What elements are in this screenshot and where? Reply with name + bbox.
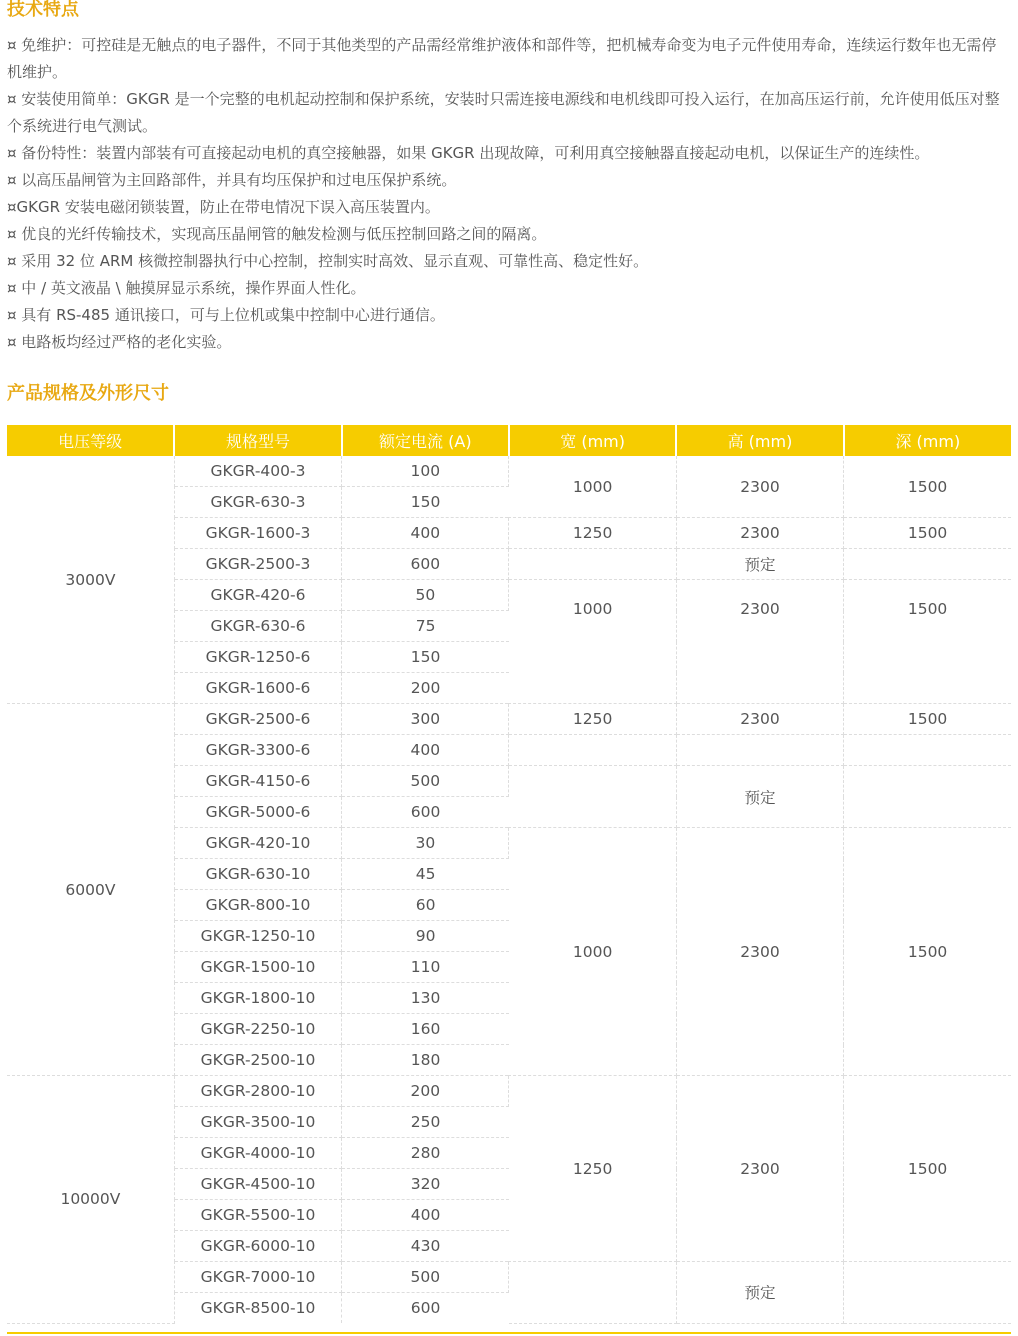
width-cell [509,735,676,766]
model-cell: GKGR-5500-10 [174,1200,341,1231]
width-cell: 1000 [509,456,676,518]
model-cell: GKGR-2250-10 [174,1014,341,1045]
height-cell: 2300 [676,580,843,704]
spec-table [7,425,1011,1324]
feature-item: ¤ 具有 RS-485 通讯接口，可与上位机或集中控制中心进行通信。 [7,306,445,324]
feature-item: ¤ 免维护：可控硅是无触点的电子器件，不同于其他类型的产品需经常维护液体和部件等，把机械寿命变为电子元件使用寿命，连续运行数年也无需停机维护。 [7,36,997,81]
current-cell: 430 [342,1231,509,1262]
depth-cell [844,735,1011,766]
model-cell: GKGR-1250-6 [174,642,341,673]
current-cell: 200 [342,673,509,704]
voltage-cell: 3000V [7,456,174,704]
model-cell: GKGR-4150-6 [174,766,341,797]
model-cell: GKGR-8500-10 [174,1293,341,1324]
voltage-cell: 6000V [7,704,174,1076]
depth-cell [844,766,1011,828]
model-cell: GKGR-2500-10 [174,1045,341,1076]
feature-item: ¤ 电路板均经过严格的老化实验。 [7,333,232,351]
depth-cell: 1500 [844,704,1011,735]
model-cell: GKGR-420-10 [174,828,341,859]
current-cell: 320 [342,1169,509,1200]
current-cell: 100 [342,456,509,487]
model-cell: GKGR-400-3 [174,456,341,487]
model-cell: GKGR-2500-3 [174,549,341,580]
current-cell: 150 [342,487,509,518]
model-cell: GKGR-4500-10 [174,1169,341,1200]
model-cell: GKGR-4000-10 [174,1138,341,1169]
height-cell [676,735,843,766]
table-header-row [7,425,1011,456]
feature-item: ¤ 采用 32 位 ARM 核微控制器执行中心控制，控制实时高效、显示直观、可靠性高、稳定性好。 [7,252,649,270]
model-cell: GKGR-1600-3 [174,518,341,549]
current-cell: 400 [342,735,509,766]
width-cell: 1250 [509,518,676,549]
header-height: 高 (mm) [676,425,843,456]
depth-cell: 1500 [844,1076,1011,1262]
features-title: 技术特点 [7,0,79,20]
model-cell: GKGR-3500-10 [174,1107,341,1138]
current-cell: 400 [342,1200,509,1231]
current-cell: 180 [342,1045,509,1076]
model-cell: GKGR-800-10 [174,890,341,921]
depth-cell: 1500 [844,518,1011,549]
model-cell: GKGR-1250-10 [174,921,341,952]
depth-cell [844,549,1011,580]
spec-title: 产品规格及外形尺寸 [7,383,169,404]
current-cell: 45 [342,859,509,890]
feature-item: ¤ 备份特性：装置内部装有可直接起动电机的真空接触器，如果 GKGR 出现故障，可利用真空接触器直接起动电机，以保证生产的连续性。 [7,144,930,162]
current-cell: 75 [342,611,509,642]
current-cell: 130 [342,983,509,1014]
model-cell: GKGR-1800-10 [174,983,341,1014]
feature-list [7,32,1011,356]
current-cell: 250 [342,1107,509,1138]
feature-item: ¤ 优良的光纤传输技术，实现高压晶闸管的触发检测与低压控制回路之间的隔离。 [7,225,547,243]
width-cell [509,766,676,828]
header-current: 额定电流 (A) [342,425,509,456]
height-cell: 2300 [676,1076,843,1262]
width-cell: 1000 [509,828,676,1076]
height-cell: 2300 [676,704,843,735]
model-cell: GKGR-2500-6 [174,704,341,735]
current-cell: 160 [342,1014,509,1045]
current-cell: 300 [342,704,509,735]
depth-cell: 1500 [844,456,1011,518]
model-cell: GKGR-1500-10 [174,952,341,983]
width-cell: 1000 [509,580,676,704]
height-cell: 2300 [676,518,843,549]
current-cell: 60 [342,890,509,921]
current-cell: 30 [342,828,509,859]
depth-cell: 1500 [844,828,1011,1076]
header-voltage: 电压等级 [7,425,174,456]
width-cell: 1250 [509,1076,676,1262]
current-cell: 600 [342,549,509,580]
feature-item: ¤GKGR 安装电磁闭锁装置，防止在带电情况下误入高压装置内。 [7,198,440,216]
depth-cell: 1500 [844,580,1011,704]
model-cell: GKGR-3300-6 [174,735,341,766]
model-cell: GKGR-630-3 [174,487,341,518]
header-depth: 深 (mm) [844,425,1011,456]
feature-item: ¤ 以高压晶闸管为主回路部件，并具有均压保护和过电压保护系统。 [7,171,457,189]
model-cell: GKGR-420-6 [174,580,341,611]
header-model: 规格型号 [174,425,341,456]
model-cell: GKGR-630-6 [174,611,341,642]
current-cell: 600 [410,1299,441,1317]
height-cell: 预定 [676,1262,843,1324]
header-width: 宽 (mm) [509,425,676,456]
width-cell [509,1262,676,1324]
current-cell: 500 [342,1262,509,1293]
model-cell: GKGR-6000-10 [174,1231,341,1262]
current-cell: 280 [342,1138,509,1169]
current-cell: 500 [342,766,509,797]
model-cell: GKGR-630-10 [174,859,341,890]
current-cell: 600 [342,797,509,828]
width-cell: 1250 [509,704,676,735]
table-row [7,456,1011,487]
voltage-cell: 10000V [7,1076,174,1324]
height-cell: 预定 [676,766,843,828]
table-bottom-rule [7,1332,1011,1334]
model-cell: GKGR-5000-6 [174,797,341,828]
model-cell: GKGR-2800-10 [174,1076,341,1107]
current-cell: 90 [342,921,509,952]
current-cell: 50 [342,580,509,611]
table-row [7,704,1011,735]
model-cell: GKGR-7000-10 [174,1262,341,1293]
feature-item: ¤ 中 / 英文液晶 \ 触摸屏显示系统，操作界面人性化。 [7,279,366,297]
current-cell: 400 [342,518,509,549]
height-cell: 2300 [676,456,843,518]
height-cell: 2300 [676,828,843,1076]
current-cell: 110 [342,952,509,983]
feature-item: ¤ 安装使用简单：GKGR 是一个完整的电机起动控制和保护系统，安装时只需连接电源线和电机线即可投入运行，在加高压运行前，允许使用低压对整个系统进行电气测试。 [7,90,1000,135]
current-cell: 150 [342,642,509,673]
model-cell: GKGR-1600-6 [174,673,341,704]
width-cell [509,549,676,580]
height-cell: 预定 [676,549,843,580]
depth-cell [844,1262,1011,1324]
table-row [7,1076,1011,1107]
current-cell: 200 [342,1076,509,1107]
